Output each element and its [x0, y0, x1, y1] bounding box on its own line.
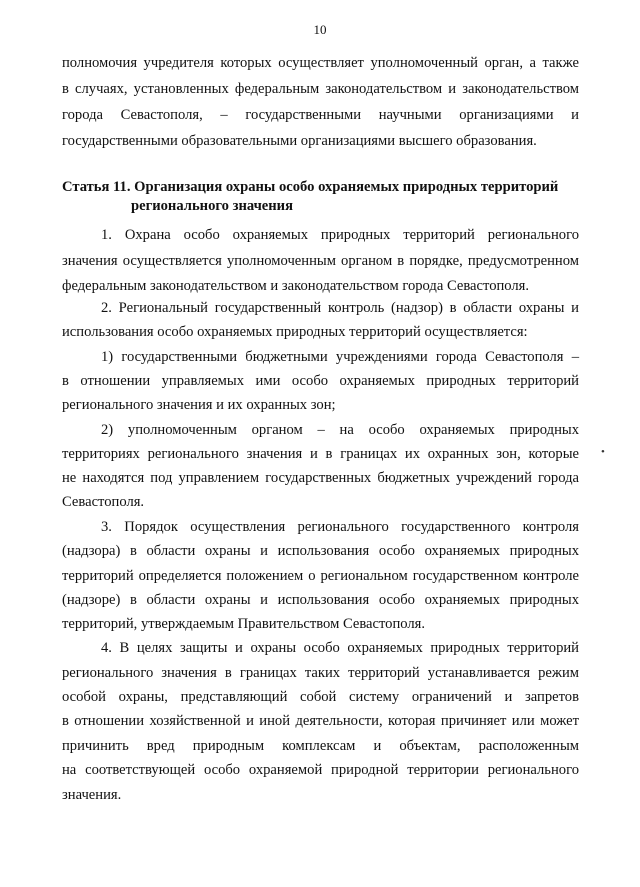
text-line: на соответствующей особо охраняемой природной территории регионального — [62, 762, 579, 778]
text-line: (надзора) в области охраны и использования особо охраняемых природных — [62, 543, 579, 559]
scan-speck: • — [601, 446, 605, 458]
page-number: 10 — [313, 22, 327, 37]
text-line: (надзоре) в области охраны и использования особо охраняемых природных — [62, 592, 579, 608]
text-line: территориях регионального значения и в границах их охранных зон, которые — [62, 446, 579, 462]
text-line: Севастополя. — [62, 494, 145, 510]
article-heading: регионального значения — [131, 198, 293, 214]
text-line: 4. В целях защиты и охраны особо охраняемых природных территорий — [101, 640, 579, 656]
text-line: регионального значения и их охранных зон; — [62, 397, 336, 413]
text-line: 2. Региональный государственный контроль (надзор) в области охраны и — [101, 300, 579, 316]
text-line: полномочия учредителя которых осуществляет уполномоченный орган, а также — [62, 55, 579, 71]
text-line: государственными образовательными организациями высшего образования. — [62, 133, 537, 149]
article-heading: Статья 11. Организация охраны особо охраняемых природных территорий — [62, 179, 559, 195]
text-line: территорий определяется положением о региональном государственном контроле — [62, 568, 579, 584]
text-line: 3. Порядок осуществления регионального государственного контроля — [101, 519, 579, 535]
text-line: особой охраны, представляющий собой систему ограничений и запретов — [62, 689, 579, 705]
text-line: в отношении управляемых ими особо охраняемых природных территорий — [62, 373, 579, 389]
text-line: причинить вред природным комплексам и объектам, расположенным — [62, 738, 579, 754]
text-line: в случаях, установленных федеральным законодательством и законодательством — [62, 81, 579, 97]
text-line: значения осуществляется уполномоченным органом в порядке, предусмотренном — [62, 253, 579, 269]
text-line: территорий, утверждаемым Правительством Севастополя. — [62, 616, 426, 632]
text-line: в отношении хозяйственной и иной деятельности, которая причиняет или может — [62, 713, 579, 729]
text-line: 1) государственными бюджетными учреждениями города Севастополя – — [101, 349, 579, 365]
text-line: 1. Охрана особо охраняемых природных территорий регионального — [101, 227, 579, 243]
text-line: города Севастополя, – государственными научными организациями и — [62, 107, 579, 123]
text-line: 2) уполномоченным органом – на особо охраняемых природных — [101, 422, 579, 438]
text-line: регионального значения в границах таких территорий устанавливается режим — [62, 665, 579, 681]
text-line: не находятся под управлением государственных бюджетных учреждений города — [62, 470, 579, 486]
text-line: использования особо охраняемых природных территорий осуществляется: — [62, 324, 528, 340]
text-line: значения. — [62, 787, 122, 803]
text-line: федеральным законодательством и законодательством города Севастополя. — [62, 278, 530, 294]
